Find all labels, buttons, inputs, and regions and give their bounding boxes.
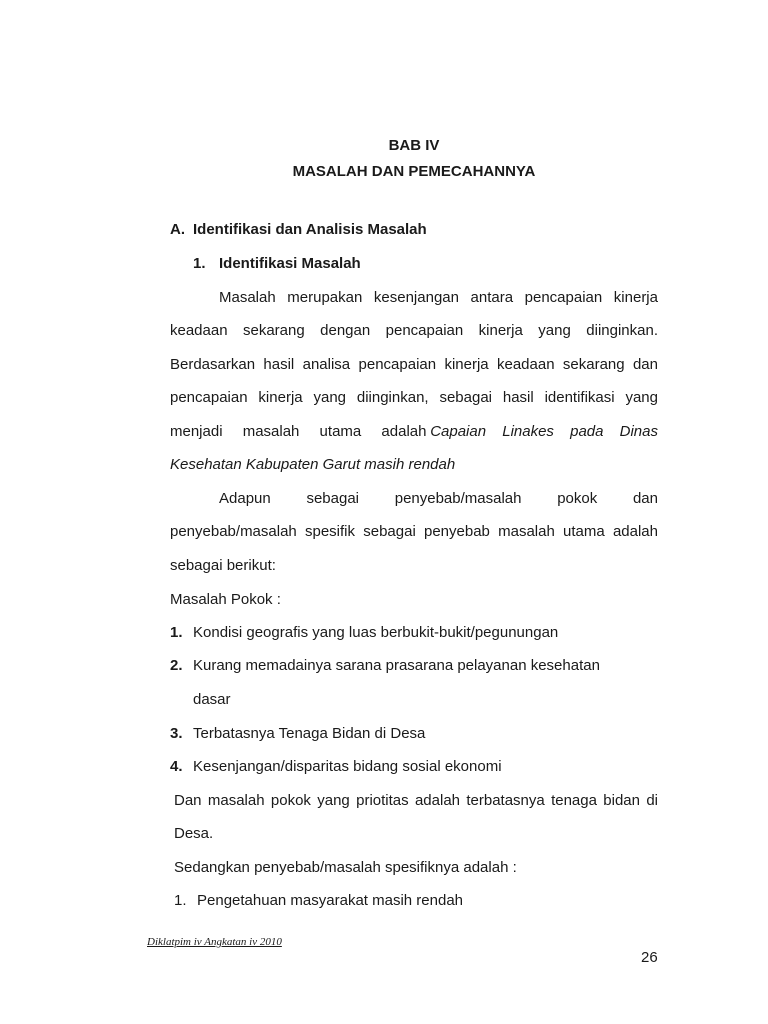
masalah-pokok-heading: Masalah Pokok :: [170, 591, 281, 608]
priority-line: Desa.: [174, 825, 214, 842]
priority-line: Dan masalah pokok yang priotitas adalah terbatasnya tenaga bidan di: [174, 792, 658, 809]
subsection-title: Identifikasi Masalah: [219, 255, 361, 272]
paragraph-text: menjadi masalah utama adalah: [170, 423, 427, 440]
paragraph-line: Adapun sebagai penyebab/masalah pokok dan: [219, 490, 658, 507]
list-item: Kurang memadainya sarana prasarana pelayanan kesehatan: [193, 657, 600, 674]
section-title: Identifikasi dan Analisis Masalah: [193, 221, 427, 238]
list-item-number: 2.: [170, 657, 183, 674]
paragraph-line: keadaan sekarang dengan pencapaian kinerja yang diinginkan.: [170, 322, 658, 339]
paragraph-line: sebagai berikut:: [170, 557, 276, 574]
list-item-continuation: dasar: [193, 691, 231, 708]
chapter-number: BAB IV: [388, 137, 440, 154]
list-item-number: 3.: [170, 725, 183, 742]
list-item-number: 1.: [170, 624, 183, 641]
paragraph-line: pencapaian kinerja yang diinginkan, sebagai hasil identifikasi yang: [170, 389, 658, 406]
paragraph-emphasis: Capaian Linakes pada Dinas: [430, 423, 658, 440]
subsection-label: 1.: [193, 255, 206, 272]
list-item-number: 4.: [170, 758, 183, 775]
list-item: Pengetahuan masyarakat masih rendah: [197, 892, 464, 909]
paragraph-line: Masalah merupakan kesenjangan antara pencapaian kinerja: [219, 289, 658, 306]
chapter-title: MASALAH DAN PEMECAHANNYA: [292, 163, 536, 180]
paragraph-line: penyebab/masalah spesifik sebagai penyebab masalah utama adalah: [170, 523, 658, 540]
section-label: A.: [170, 221, 185, 238]
list-item: Kondisi geografis yang luas berbukit-bukit/pegunungan: [193, 624, 559, 641]
footer-label: Diklatpim iv Angkatan iv 2010: [147, 936, 282, 948]
list-item-number: 1.: [174, 892, 187, 909]
paragraph-line: [170, 423, 658, 440]
paragraph-emphasis: Kesehatan Kabupaten Garut masih rendah: [170, 456, 456, 473]
paragraph-line: Berdasarkan hasil analisa pencapaian kinerja keadaan sekarang dan: [170, 356, 658, 373]
list-item: Terbatasnya Tenaga Bidan di Desa: [193, 725, 426, 742]
spesifik-heading: Sedangkan penyebab/masalah spesifiknya adalah :: [174, 859, 517, 876]
page-number: 26: [641, 949, 658, 966]
list-item: Kesenjangan/disparitas bidang sosial ekonomi: [193, 758, 502, 775]
